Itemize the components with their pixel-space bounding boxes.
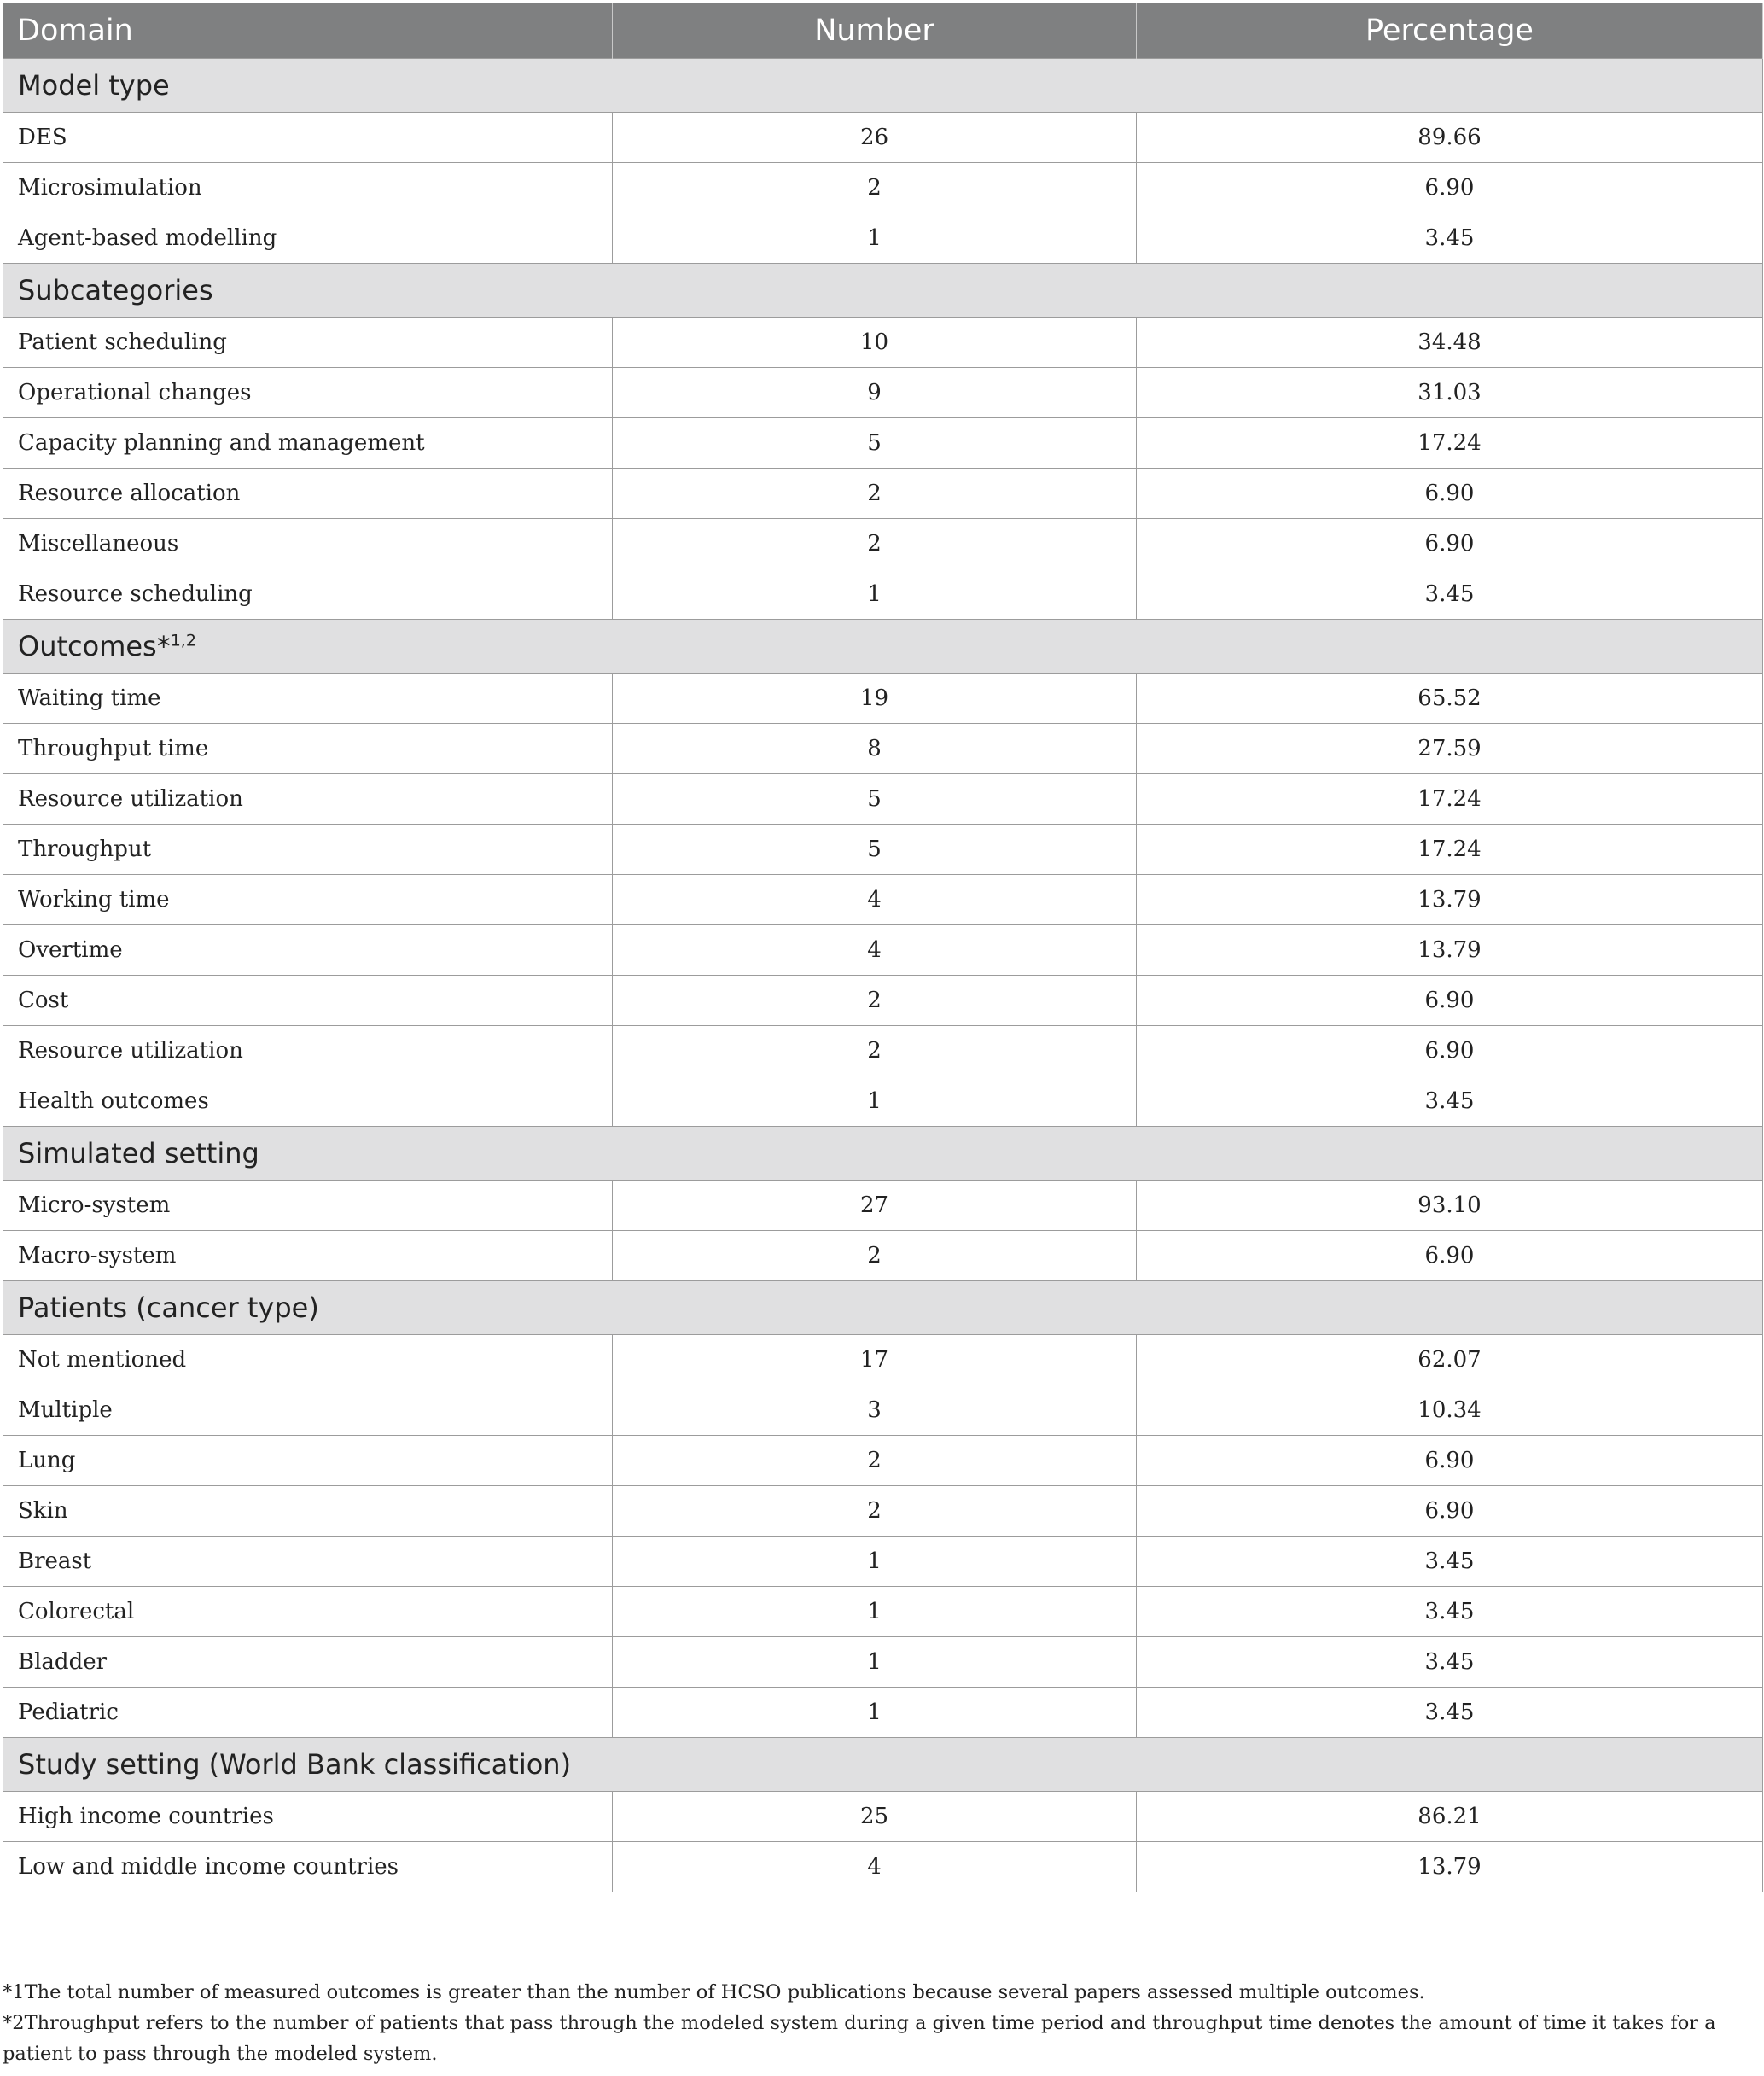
number-cell: 1 (613, 1537, 1137, 1587)
table-row (3, 418, 1763, 469)
number-cell: 10 (613, 318, 1137, 368)
section-title-text: Subcategories (18, 274, 213, 306)
domain-cell: Skin (3, 1486, 613, 1537)
percentage-cell: 13.79 (1137, 1842, 1763, 1892)
number-cell: 26 (613, 113, 1137, 163)
table-row (3, 1587, 1763, 1637)
table-row (3, 569, 1763, 620)
number-cell: 17 (613, 1335, 1137, 1385)
percentage-cell: 10.34 (1137, 1385, 1763, 1436)
percentage-cell: 3.45 (1137, 1587, 1763, 1637)
section-header-row (3, 620, 1763, 674)
table-row (3, 469, 1763, 519)
percentage-cell: 6.90 (1137, 163, 1763, 213)
number-cell: 2 (613, 1231, 1137, 1281)
table-row (3, 1181, 1763, 1231)
number-cell: 5 (613, 418, 1137, 469)
number-cell: 1 (613, 1688, 1137, 1738)
section-title (3, 1281, 1763, 1335)
domain-cell: Macro-system (3, 1231, 613, 1281)
results-table (3, 3, 1763, 1892)
table-row (3, 1436, 1763, 1486)
table-row (3, 825, 1763, 875)
domain-cell: Agent-based modelling (3, 213, 613, 264)
number-cell: 1 (613, 1076, 1137, 1127)
table-row (3, 1688, 1763, 1738)
domain-cell: Throughput (3, 825, 613, 875)
table-row (3, 163, 1763, 213)
domain-cell: Resource utilization (3, 1026, 613, 1076)
section-header-row (3, 264, 1763, 318)
table-row (3, 1637, 1763, 1688)
section-title (3, 264, 1763, 318)
domain-cell: Resource scheduling (3, 569, 613, 620)
number-cell: 9 (613, 368, 1137, 418)
number-cell: 2 (613, 1486, 1137, 1537)
domain-cell: Resource allocation (3, 469, 613, 519)
number-cell: 1 (613, 213, 1137, 264)
section-title-text: Outcomes* (18, 630, 171, 662)
percentage-cell: 17.24 (1137, 825, 1763, 875)
percentage-cell: 89.66 (1137, 113, 1763, 163)
number-cell: 27 (613, 1181, 1137, 1231)
percentage-cell: 17.24 (1137, 418, 1763, 469)
section-title (3, 620, 1763, 674)
table-row (3, 1076, 1763, 1127)
table-row (3, 724, 1763, 774)
section-title-text: Study setting (World Bank classification) (18, 1748, 572, 1781)
table-row (3, 1792, 1763, 1842)
percentage-cell: 13.79 (1137, 875, 1763, 925)
domain-cell: Cost (3, 976, 613, 1026)
table-body (3, 59, 1763, 1892)
number-cell: 8 (613, 724, 1137, 774)
percentage-cell: 62.07 (1137, 1335, 1763, 1385)
section-title-text: Patients (cancer type) (18, 1292, 319, 1324)
table-row (3, 976, 1763, 1026)
domain-cell: High income countries (3, 1792, 613, 1842)
domain-cell: Capacity planning and management (3, 418, 613, 469)
number-cell: 2 (613, 1436, 1137, 1486)
percentage-cell: 27.59 (1137, 724, 1763, 774)
table-row (3, 318, 1763, 368)
table-row (3, 1231, 1763, 1281)
domain-cell: Not mentioned (3, 1335, 613, 1385)
table-row (3, 674, 1763, 724)
table-row (3, 213, 1763, 264)
percentage-cell: 6.90 (1137, 1231, 1763, 1281)
table-row (3, 1537, 1763, 1587)
section-title (3, 1738, 1763, 1792)
section-title (3, 59, 1763, 113)
domain-cell: Miscellaneous (3, 519, 613, 569)
percentage-cell: 13.79 (1137, 925, 1763, 976)
number-cell: 3 (613, 1385, 1137, 1436)
footnote-2: *2Throughput refers to the number of patients that pass through the modeled system during a given time period and throughput time denotes the amount of time it takes for a patient to pass through the modeled system. (3, 2012, 1716, 2065)
domain-cell: Microsimulation (3, 163, 613, 213)
percentage-cell: 93.10 (1137, 1181, 1763, 1231)
number-cell: 19 (613, 674, 1137, 724)
domain-cell: Low and middle income countries (3, 1842, 613, 1892)
number-cell: 5 (613, 774, 1137, 825)
number-cell: 5 (613, 825, 1137, 875)
percentage-cell: 6.90 (1137, 976, 1763, 1026)
section-title-text: Simulated setting (18, 1137, 259, 1169)
domain-cell: Multiple (3, 1385, 613, 1436)
number-cell: 2 (613, 976, 1137, 1026)
domain-cell: Breast (3, 1537, 613, 1587)
domain-cell: Bladder (3, 1637, 613, 1688)
header-percentage: Percentage (1137, 3, 1763, 59)
domain-cell: Resource utilization (3, 774, 613, 825)
number-cell: 4 (613, 925, 1137, 976)
header-number: Number (613, 3, 1137, 59)
domain-cell: Working time (3, 875, 613, 925)
number-cell: 2 (613, 469, 1137, 519)
percentage-cell: 6.90 (1137, 519, 1763, 569)
percentage-cell: 65.52 (1137, 674, 1763, 724)
section-header-row (3, 1281, 1763, 1335)
table-row (3, 113, 1763, 163)
domain-cell: DES (3, 113, 613, 163)
domain-cell: Lung (3, 1436, 613, 1486)
section-header-row (3, 1127, 1763, 1181)
percentage-cell: 31.03 (1137, 368, 1763, 418)
results-table-container (3, 3, 1762, 1892)
table-row (3, 1026, 1763, 1076)
domain-cell: Overtime (3, 925, 613, 976)
domain-cell: Throughput time (3, 724, 613, 774)
table-row (3, 1335, 1763, 1385)
percentage-cell: 3.45 (1137, 1688, 1763, 1738)
percentage-cell: 6.90 (1137, 469, 1763, 519)
percentage-cell: 17.24 (1137, 774, 1763, 825)
domain-cell: Pediatric (3, 1688, 613, 1738)
footnotes (3, 1977, 1759, 2069)
header-domain: Domain (3, 3, 613, 59)
percentage-cell: 3.45 (1137, 213, 1763, 264)
percentage-cell: 86.21 (1137, 1792, 1763, 1842)
header-row (3, 3, 1763, 59)
table-header (3, 3, 1763, 59)
domain-cell: Colorectal (3, 1587, 613, 1637)
percentage-cell: 3.45 (1137, 569, 1763, 620)
table-row (3, 1486, 1763, 1537)
number-cell: 2 (613, 1026, 1137, 1076)
percentage-cell: 3.45 (1137, 1637, 1763, 1688)
table-row (3, 519, 1763, 569)
number-cell: 25 (613, 1792, 1137, 1842)
number-cell: 1 (613, 1637, 1137, 1688)
domain-cell: Health outcomes (3, 1076, 613, 1127)
table-row (3, 925, 1763, 976)
number-cell: 2 (613, 519, 1137, 569)
domain-cell: Micro-system (3, 1181, 613, 1231)
number-cell: 1 (613, 569, 1137, 620)
table-row (3, 368, 1763, 418)
section-header-row (3, 1738, 1763, 1792)
domain-cell: Patient scheduling (3, 318, 613, 368)
table-row (3, 875, 1763, 925)
section-title-superscript: 1,2 (170, 631, 196, 650)
percentage-cell: 3.45 (1137, 1076, 1763, 1127)
number-cell: 2 (613, 163, 1137, 213)
percentage-cell: 34.48 (1137, 318, 1763, 368)
table-row (3, 774, 1763, 825)
domain-cell: Waiting time (3, 674, 613, 724)
number-cell: 4 (613, 875, 1137, 925)
table-row (3, 1385, 1763, 1436)
footnote-1: *1The total number of measured outcomes is greater than the number of HCSO publications because several papers assessed multiple outcomes. (3, 1981, 1425, 2003)
percentage-cell: 6.90 (1137, 1486, 1763, 1537)
section-header-row (3, 59, 1763, 113)
domain-cell: Operational changes (3, 368, 613, 418)
table-row (3, 1842, 1763, 1892)
percentage-cell: 6.90 (1137, 1026, 1763, 1076)
number-cell: 1 (613, 1587, 1137, 1637)
percentage-cell: 3.45 (1137, 1537, 1763, 1587)
number-cell: 4 (613, 1842, 1137, 1892)
section-title-text: Model type (18, 69, 170, 102)
percentage-cell: 6.90 (1137, 1436, 1763, 1486)
section-title (3, 1127, 1763, 1181)
